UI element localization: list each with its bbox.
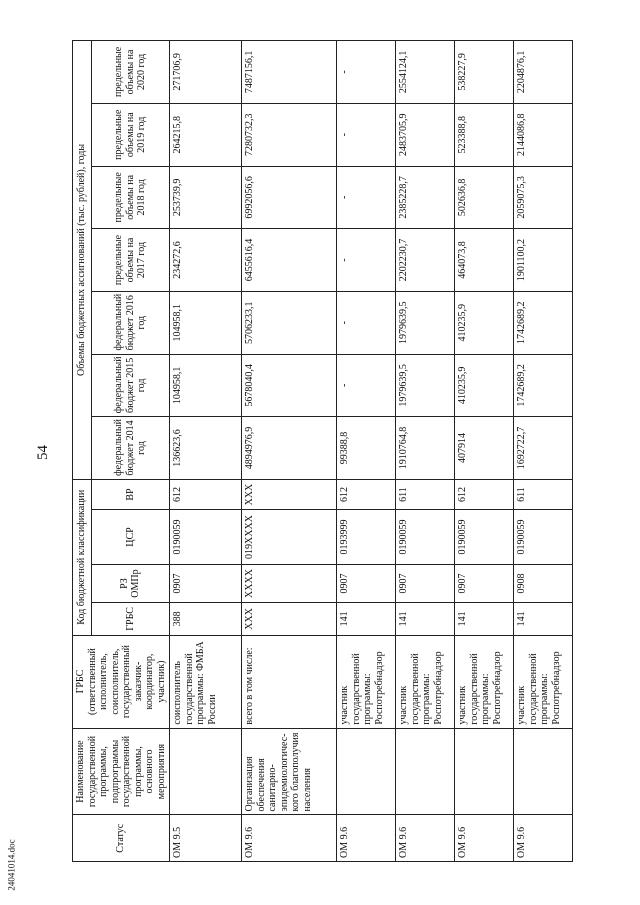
budget-table [72, 40, 573, 862]
table-row [396, 41, 455, 862]
cell-name [337, 728, 396, 815]
cell-2017: 464073,8 [455, 229, 514, 292]
header-vr: ВР [91, 479, 169, 509]
cell-2014: 136623,6 [170, 417, 242, 480]
header-csr: ЦСР [91, 510, 169, 565]
cell-2016: 1742689,2 [514, 291, 573, 354]
cell-2017: 6455616,4 [242, 229, 337, 292]
cell-2015: 5678040,4 [242, 354, 337, 417]
cell-grbs: участник государственной программы: Роспотребнадзор [337, 635, 396, 728]
cell-status: ОМ 9.6 [514, 815, 573, 862]
header-2020: предельные объемы на 2020 год [91, 41, 169, 104]
cell-2016: 5706233,1 [242, 291, 337, 354]
cell-2014: 1692722,7 [514, 417, 573, 480]
cell-grbs-code: 388 [170, 603, 242, 635]
cell-2017: 1901100,2 [514, 229, 573, 292]
cell-grbs-code: 141 [455, 603, 514, 635]
cell-csr: 0190059 [396, 510, 455, 565]
cell-2018: - [337, 166, 396, 229]
header-rz: РЗ ОМПр [91, 564, 169, 602]
cell-2016: 104958,1 [170, 291, 242, 354]
cell-name [170, 728, 242, 815]
page-number: 54 [35, 445, 51, 460]
cell-2019: 523388,8 [455, 103, 514, 166]
cell-2014: 1910764,8 [396, 417, 455, 480]
footer-filename: 24041014.doc [6, 839, 17, 891]
cell-2019: 2483705,9 [396, 103, 455, 166]
cell-rz: 0908 [514, 564, 573, 602]
cell-2020: 7487156,1 [242, 41, 337, 104]
cell-name [396, 728, 455, 815]
cell-2019: 2144086,8 [514, 103, 573, 166]
cell-status: ОМ 9.6 [337, 815, 396, 862]
cell-vr: 612 [170, 479, 242, 509]
cell-2016: 1979639,5 [396, 291, 455, 354]
cell-csr: 019ХХХХ [242, 510, 337, 565]
header-2016: федеральный бюджет 2016 год [91, 291, 169, 354]
cell-2014: 407914 [455, 417, 514, 480]
cell-2014: 4894976,9 [242, 417, 337, 480]
cell-rz: 0907 [337, 564, 396, 602]
cell-2019: - [337, 103, 396, 166]
cell-2016: - [337, 291, 396, 354]
cell-name [455, 728, 514, 815]
cell-2018: 2385228,7 [396, 166, 455, 229]
cell-2017: - [337, 229, 396, 292]
cell-rz: 0907 [396, 564, 455, 602]
cell-2014: 99388,8 [337, 417, 396, 480]
header-2017: предельные объемы на 2017 год [91, 229, 169, 292]
cell-rz: 0907 [170, 564, 242, 602]
cell-2020: 271706,9 [170, 41, 242, 104]
cell-grbs: участник государственной программы: Роспотребнадзор [514, 635, 573, 728]
cell-vr: ХХХ [242, 479, 337, 509]
cell-2018: 6992056,6 [242, 166, 337, 229]
cell-2015: 410235,9 [455, 354, 514, 417]
cell-csr: 0190059 [455, 510, 514, 565]
cell-vr: 612 [455, 479, 514, 509]
cell-2019: 7280732,3 [242, 103, 337, 166]
cell-vr: 612 [337, 479, 396, 509]
cell-2015: 1979639,5 [396, 354, 455, 417]
cell-grbs: соисполнитель государственной программы: ФМБА России [170, 635, 242, 728]
header-name: Наименование государственной программы, подпрограммы государственной программы, основного мероприятия [73, 728, 170, 815]
cell-name: Организация обеспечения санитарно-эпидемиологичес-кого благополучия населения [242, 728, 337, 815]
table-row [514, 41, 573, 862]
cell-grbs: участник государственной программы: Роспотребнадзор [455, 635, 514, 728]
cell-2020: 2204876,1 [514, 41, 573, 104]
header-2018: предельные объемы на 2018 год [91, 166, 169, 229]
cell-vr: 611 [396, 479, 455, 509]
header-bk-group: Код бюджетной классификации [73, 479, 92, 635]
cell-2017: 2202230,7 [396, 229, 455, 292]
header-grbs-code: ГРБС [91, 603, 169, 635]
header-grbs: ГРБС (ответственный исполнитель, соисполнитель, государственный заказчик-координатор, участник) [73, 635, 170, 728]
cell-grbs-code: ХХХ [242, 603, 337, 635]
cell-status: ОМ 9.6 [242, 815, 337, 862]
table-row [455, 41, 514, 862]
document-sheet [72, 40, 560, 862]
cell-2017: 234272,6 [170, 229, 242, 292]
cell-csr: 0190059 [514, 510, 573, 565]
cell-2018: 502636,8 [455, 166, 514, 229]
cell-2019: 264215,8 [170, 103, 242, 166]
cell-2016: 410235,9 [455, 291, 514, 354]
table-row [337, 41, 396, 862]
cell-2018: 253739,9 [170, 166, 242, 229]
header-2019: предельные объемы на 2019 год [91, 103, 169, 166]
cell-2018: 2059075,3 [514, 166, 573, 229]
cell-grbs-code: 141 [514, 603, 573, 635]
header-budget-group: Объемы бюджетных ассигнований (тыс. рублей), годы [73, 41, 92, 480]
cell-2015: - [337, 354, 396, 417]
cell-grbs-code: 141 [396, 603, 455, 635]
cell-csr: 0193999 [337, 510, 396, 565]
cell-vr: 611 [514, 479, 573, 509]
cell-rz: 0907 [455, 564, 514, 602]
cell-name [514, 728, 573, 815]
header-2015: федеральный бюджет 2015 год [91, 354, 169, 417]
cell-2015: 104958,1 [170, 354, 242, 417]
header-2014: федеральный бюджет 2014 год [91, 417, 169, 480]
cell-csr: 0190059 [170, 510, 242, 565]
cell-2020: 2554124,1 [396, 41, 455, 104]
table-row [242, 41, 337, 862]
cell-2020: 538227,9 [455, 41, 514, 104]
cell-status: ОМ 9.5 [170, 815, 242, 862]
cell-2020: - [337, 41, 396, 104]
cell-status: ОМ 9.6 [455, 815, 514, 862]
header-status: Статус [73, 815, 170, 862]
cell-grbs: всего в том числе: [242, 635, 337, 728]
cell-status: ОМ 9.6 [396, 815, 455, 862]
cell-rz: ХХХХ [242, 564, 337, 602]
cell-grbs-code: 141 [337, 603, 396, 635]
cell-grbs: участник государственной программы: Роспотребнадзор [396, 635, 455, 728]
cell-2015: 1742689,2 [514, 354, 573, 417]
rotated-page [72, 40, 560, 862]
table-row [170, 41, 242, 862]
